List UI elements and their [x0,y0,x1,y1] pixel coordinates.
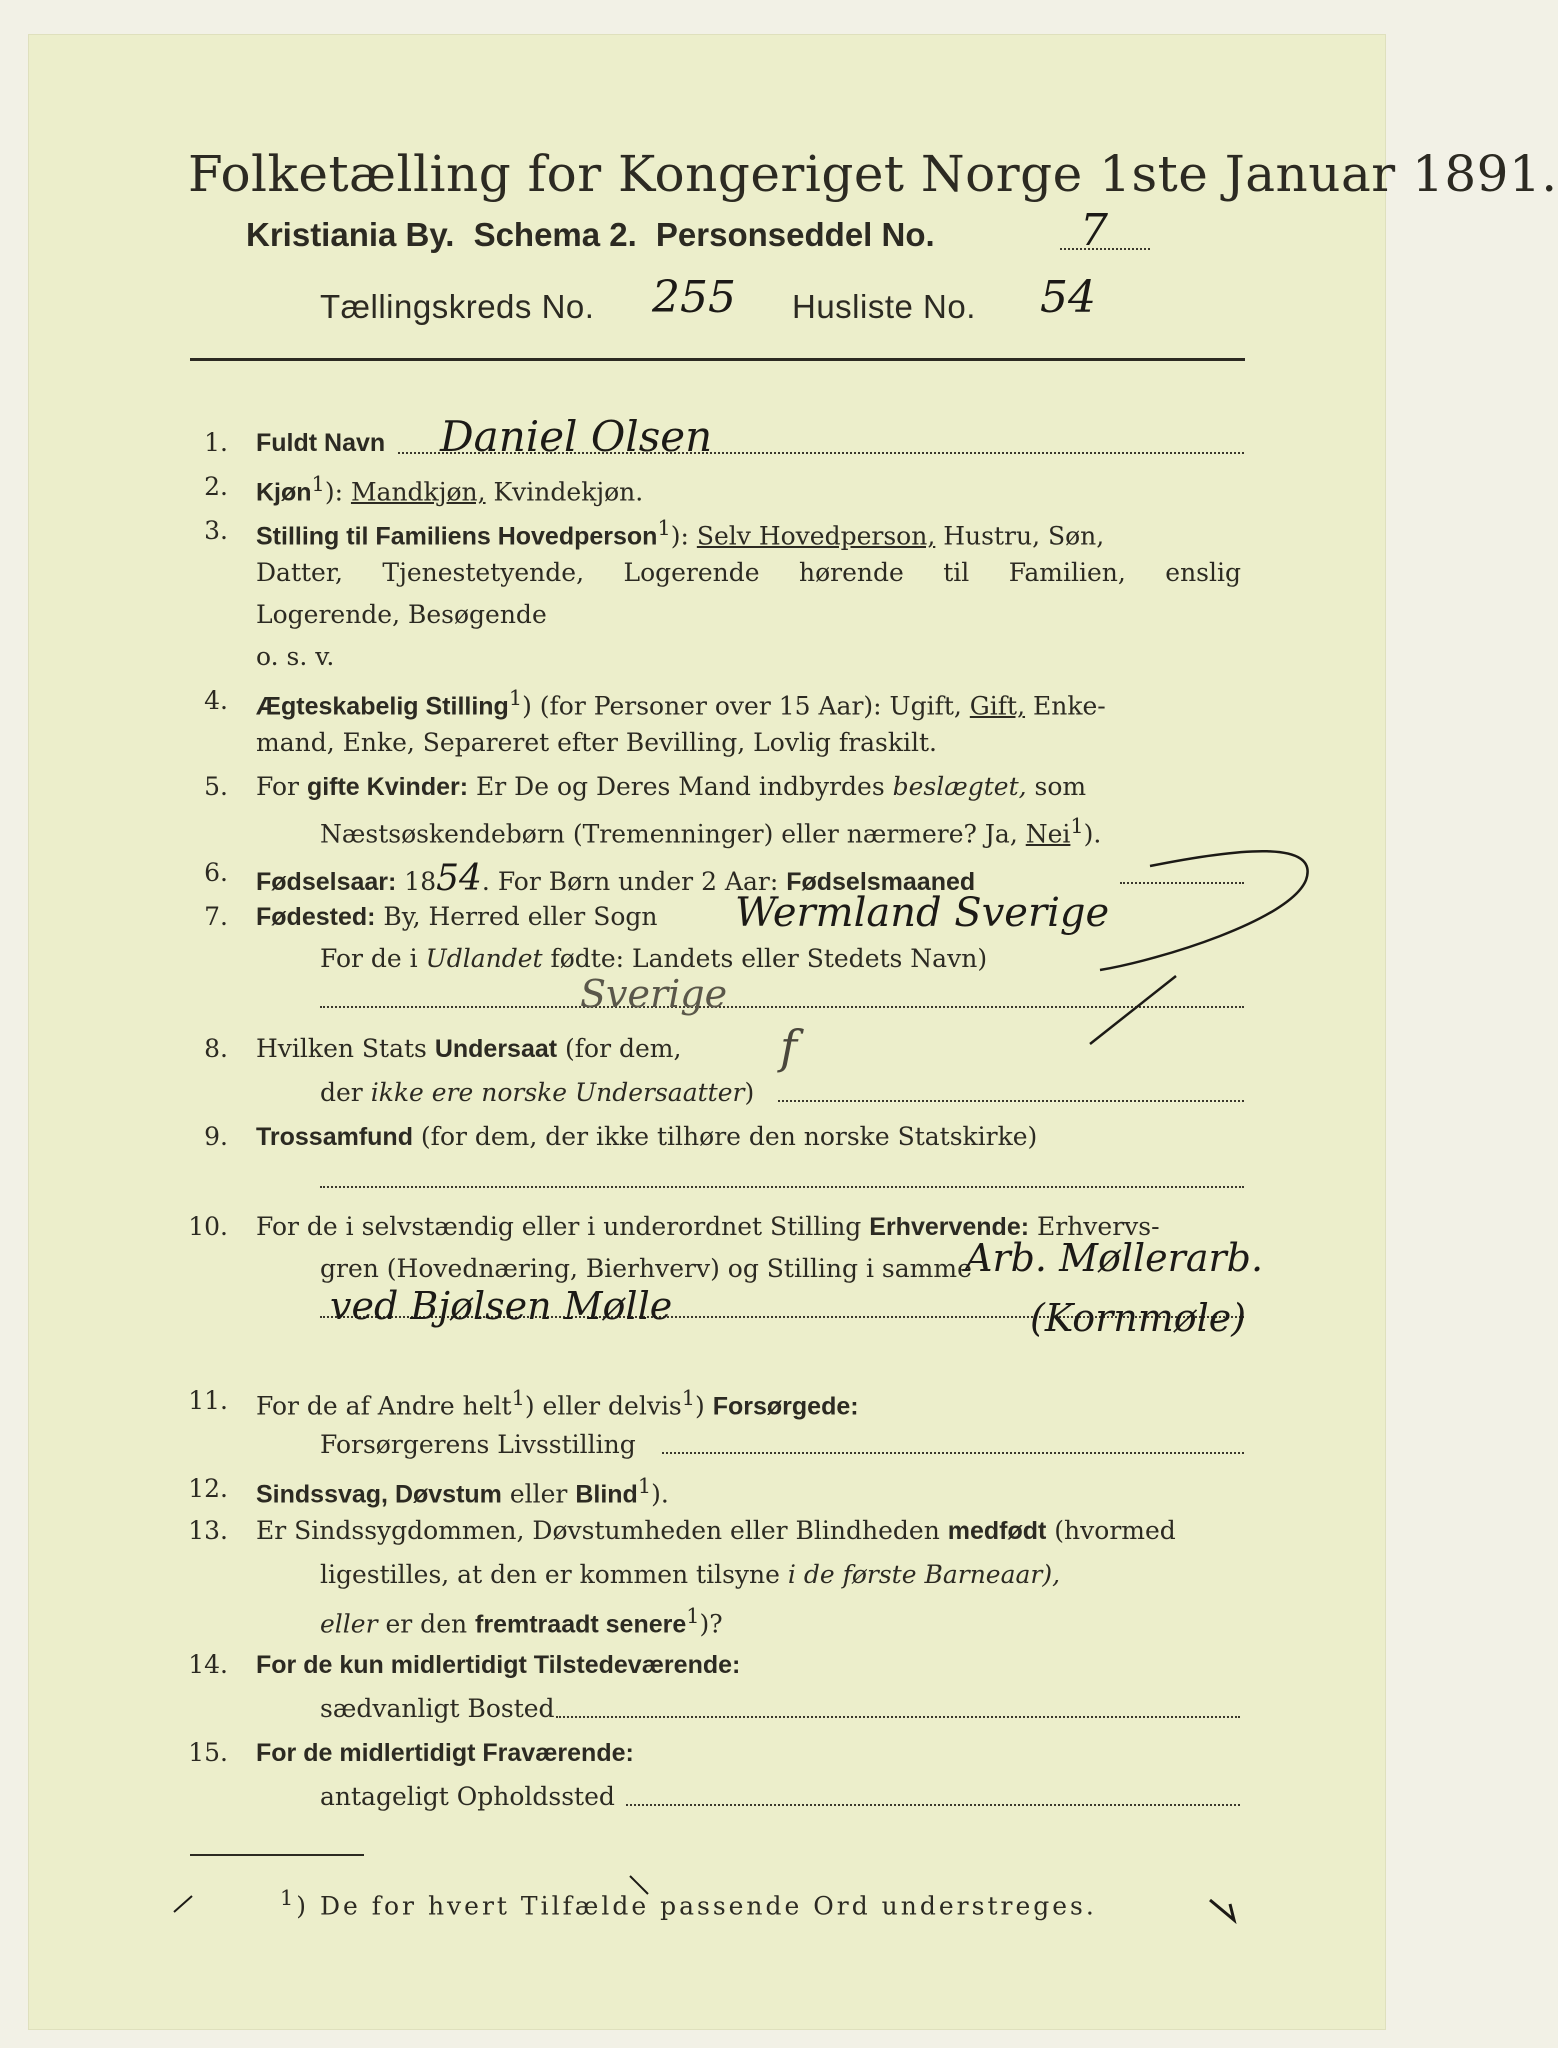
field-3-line2: Datter, Tjenestetyende, Logerende hørende til Familien, enslig [256,558,1241,587]
city-label: Kristiania By. [246,216,455,253]
field-7-value2: Sverige [580,972,728,1016]
field-8-mark: f [780,1020,798,1074]
field-10-line2: gren (Hovednæring, Bierhverv) og Stilling i samme [320,1254,972,1283]
field-11-number: 11. [188,1386,228,1415]
bracket-stroke [1100,851,1308,970]
field-10-value: Arb. Møllerarb. [965,1236,1264,1280]
field-11-row: For de af Andre helt$^1$) eller delvis$^1$) Forsørgede: [256,1386,859,1421]
field-7-number: 7. [204,902,228,931]
schema-label: Schema 2. [473,216,637,253]
field-15-row: For de midlertidigt Fraværende: [256,1739,634,1767]
form-title: Folketælling for Kongeriget Norge 1ste Januar 1891. [188,145,1558,203]
field-12-number: 12. [188,1474,228,1503]
field-3-line3: Logerende, Besøgende [256,600,547,629]
field-12-row: Sindssvag, Døvstum eller Blind$^1$). [256,1474,669,1509]
field-10-value3: (Kornmøle) [1030,1296,1247,1340]
taellingskreds-label: Tællingskreds No. [320,288,595,325]
field-13-number: 13. [188,1516,228,1545]
field-2-row: Kjøn$^1$): Mandkjøn, Kvindekjøn. [256,472,644,507]
field-11-line2: Forsørgerens Livsstilling [320,1430,636,1459]
field-3-line4: o. s. v. [256,642,335,671]
field-8-row: Hvilken Stats Undersaat (for dem, [256,1034,682,1063]
field-8-number: 8. [204,1034,228,1063]
field-6-number: 6. [204,858,228,887]
field-10-value2: ved Bjølsen Mølle [330,1284,673,1328]
field-9-row: Trossamfund (for dem, der ikke tilhøre den norske Statskirke) [256,1122,1038,1151]
field-5-line2: Næstsøskendebørn (Tremenninger) eller nærmere? Ja, Nei$^1$). [320,814,1102,849]
field-10-number: 10. [188,1212,228,1241]
field-8-line2: der ikke ere norske Undersaatter) [320,1078,755,1107]
field-13-row: Er Sindssygdommen, Døvstumheden eller Blindheden medfødt (hvormed [256,1516,1176,1545]
taellingskreds-value: 255 [652,272,736,323]
field-14-line2: sædvanligt Bosted [320,1694,555,1723]
field-1-value: Daniel Olsen [440,412,713,461]
personseddel-value: 7 [1080,205,1108,256]
field-14-row: For de kun midlertidigt Tilstedeværende: [256,1651,741,1679]
field-9-number: 9. [204,1122,228,1151]
left-tick-mark [174,1896,192,1912]
field-5-row: For gifte Kvinder: Er De og Deres Mand indbyrdes beslægtet, som [256,772,1087,801]
field-15-number: 15. [188,1738,228,1767]
husliste-value: 54 [1040,272,1096,323]
husliste-label: Husliste No. [792,288,976,325]
field-13-line3: eller er den fremtraadt senere$^1$)? [320,1604,723,1639]
personseddel-label: Personseddel No. [655,216,935,253]
right-tick-mark [1210,1900,1234,1920]
field-3-row: Stilling til Familiens Hovedperson$^1$): Selv Hovedperson, Hustru, Søn, [256,516,1105,551]
field-4-number: 4. [204,686,228,715]
field-14-number: 14. [188,1650,228,1679]
field-4-row: Ægteskabelig Stilling$^1$) (for Personer over 15 Aar): Ugift, Gift, Enke- [256,686,1106,721]
field-4-line2: mand, Enke, Separeret efter Bevilling, Lovlig fraskilt. [256,728,937,757]
tick-mark [630,1876,648,1894]
field-1-label: Fuldt Navn [256,429,386,457]
field-13-line2: ligestilles, at den er kommen tilsyne i de første Barneaar), [320,1560,1061,1589]
field-5-number: 5. [204,772,228,801]
strike-stroke [1090,976,1176,1044]
field-7-line2: For de i Udlandet fødte: Landets eller Stedets Navn) [320,944,988,973]
field-7-value: Wermland Sverige [735,890,1110,936]
field-6-row: Fødselsaar: 1854. For Børn under 2 Aar: Fødselsmaaned [256,858,976,899]
field-7-row: Fødested: By, Herred eller Sogn [256,902,658,931]
field-10-row: For de i selvstændig eller i underordnet Stilling Erhvervende: Erhvervs- [256,1212,1160,1241]
field-15-line2: antageligt Opholdssted [320,1782,615,1811]
field-2-number: 2. [204,472,228,501]
footnote: $^1$) De for hvert Tilfælde passende Ord understreges. [280,1886,1097,1921]
field-3-number: 3. [204,516,228,545]
field-1-number: 1. [204,428,228,457]
